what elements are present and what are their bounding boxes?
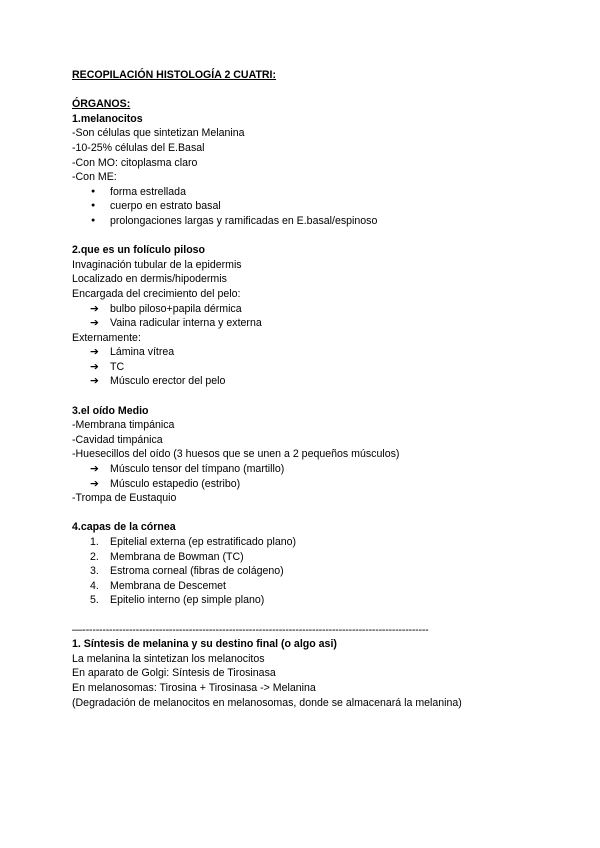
text-line: Externamente: (72, 331, 141, 344)
bullet-item: ● cuerpo en estrato basal (72, 199, 542, 214)
numbered-item (72, 593, 542, 608)
text-line: Invaginación tubular de la epidermis (72, 258, 242, 271)
arrow-item (72, 374, 542, 389)
text-line: -Con ME: (72, 171, 117, 184)
text-line: En melanosomas: Tirosina + Tirosinasa -> Melanina (72, 681, 316, 694)
text-line: Encargada del crecimiento del pelo: (72, 287, 241, 300)
text-line: -Cavidad timpánica (72, 433, 163, 446)
arrow-item-text: Músculo erector del pelo (110, 375, 226, 388)
sintesis-heading: 1. Síntesis de melanina y su destino final (o algo asi) (72, 638, 337, 651)
document-page (72, 68, 542, 710)
arrow-list (72, 302, 542, 331)
arrow-item (72, 345, 542, 360)
text-line: -Membrana timpánica (72, 419, 175, 432)
arrow-item (72, 316, 542, 331)
arrow-item-text: TC (110, 360, 125, 373)
arrow-icon: ➔ (90, 477, 99, 490)
text-line: -Trompa de Eustaquio (72, 492, 177, 505)
arrow-item (72, 302, 542, 317)
item-text: Epitelio interno (ep simple plano) (110, 594, 265, 607)
arrow-list (72, 462, 542, 491)
arrow-icon: ➔ (90, 317, 99, 330)
item-text: Membrana de Bowman (TC) (110, 550, 244, 563)
arrow-list (72, 345, 542, 389)
item-text: Membrana de Descemet (110, 579, 226, 592)
item-number: 4. (90, 579, 99, 592)
arrow-item (72, 360, 542, 375)
numbered-item (72, 564, 542, 579)
arrow-icon: ➔ (90, 302, 99, 315)
text-line: -Son células que sintetizan Melanina (72, 127, 245, 140)
bullet-item: ● prolongaciones largas y ramificadas en E.basal/espinoso (72, 214, 542, 229)
item-number: 2. (90, 550, 99, 563)
item-number: 3. (90, 565, 99, 578)
numbered-item (72, 535, 542, 550)
cornea-heading: 4.capas de la córnea (72, 521, 176, 534)
arrow-icon: ➔ (90, 346, 99, 359)
numbered-item (72, 550, 542, 565)
arrow-item-text: Músculo estapedio (estribo) (110, 477, 241, 490)
text-line: -10-25% células del E.Basal (72, 141, 205, 154)
text-line: -Con MO: citoplasma claro (72, 156, 198, 169)
text-line: En aparato de Golgi: Síntesis de Tirosinasa (72, 667, 276, 680)
arrow-item-text: Vaina radicular interna y externa (110, 317, 262, 330)
arrow-item (72, 462, 542, 477)
arrow-icon: ➔ (90, 463, 99, 476)
arrow-icon: ➔ (90, 375, 99, 388)
oido-heading: 3.el oído Medio (72, 404, 149, 417)
text-line: -Huesecillos del oído (3 huesos que se unen a 2 pequeños músculos) (72, 448, 400, 461)
item-text: Epitelial externa (ep estratificado plano) (110, 536, 297, 548)
item-number: 5. (90, 594, 99, 607)
arrow-item-text: bulbo piloso+papila dérmica (110, 302, 242, 315)
arrow-icon: ➔ (90, 360, 99, 373)
separator-line: —-------------------------------------------------------------------------------------------------------- (72, 623, 429, 636)
numbered-list (72, 535, 542, 608)
item-text: Estroma corneal (fibras de colágeno) (110, 565, 284, 578)
bullet-list (72, 185, 542, 229)
text-line: (Degradación de melanocitos en melanosomas, donde se almacenará la melanina) (72, 696, 462, 709)
bullet-item: ● forma estrellada (72, 185, 542, 200)
arrow-item-text: Lámina vítrea (110, 346, 175, 359)
text-line: Localizado en dermis/hipodermis (72, 273, 227, 286)
text-line: La melanina la sintetizan los melanocitos (72, 652, 265, 665)
arrow-item-text: Músculo tensor del tímpano (martillo) (110, 463, 285, 476)
foliculo-heading: 2.que es un folículo piloso (72, 244, 206, 257)
melanocitos-heading: 1.melanocitos (72, 112, 143, 125)
numbered-item (72, 579, 542, 594)
arrow-item (72, 477, 542, 492)
item-number: 1. (90, 536, 99, 548)
section-heading-organos: ÓRGANOS: (72, 98, 131, 111)
document-title: RECOPILACIÓN HISTOLOGÍA 2 CUATRI: (72, 69, 277, 81)
